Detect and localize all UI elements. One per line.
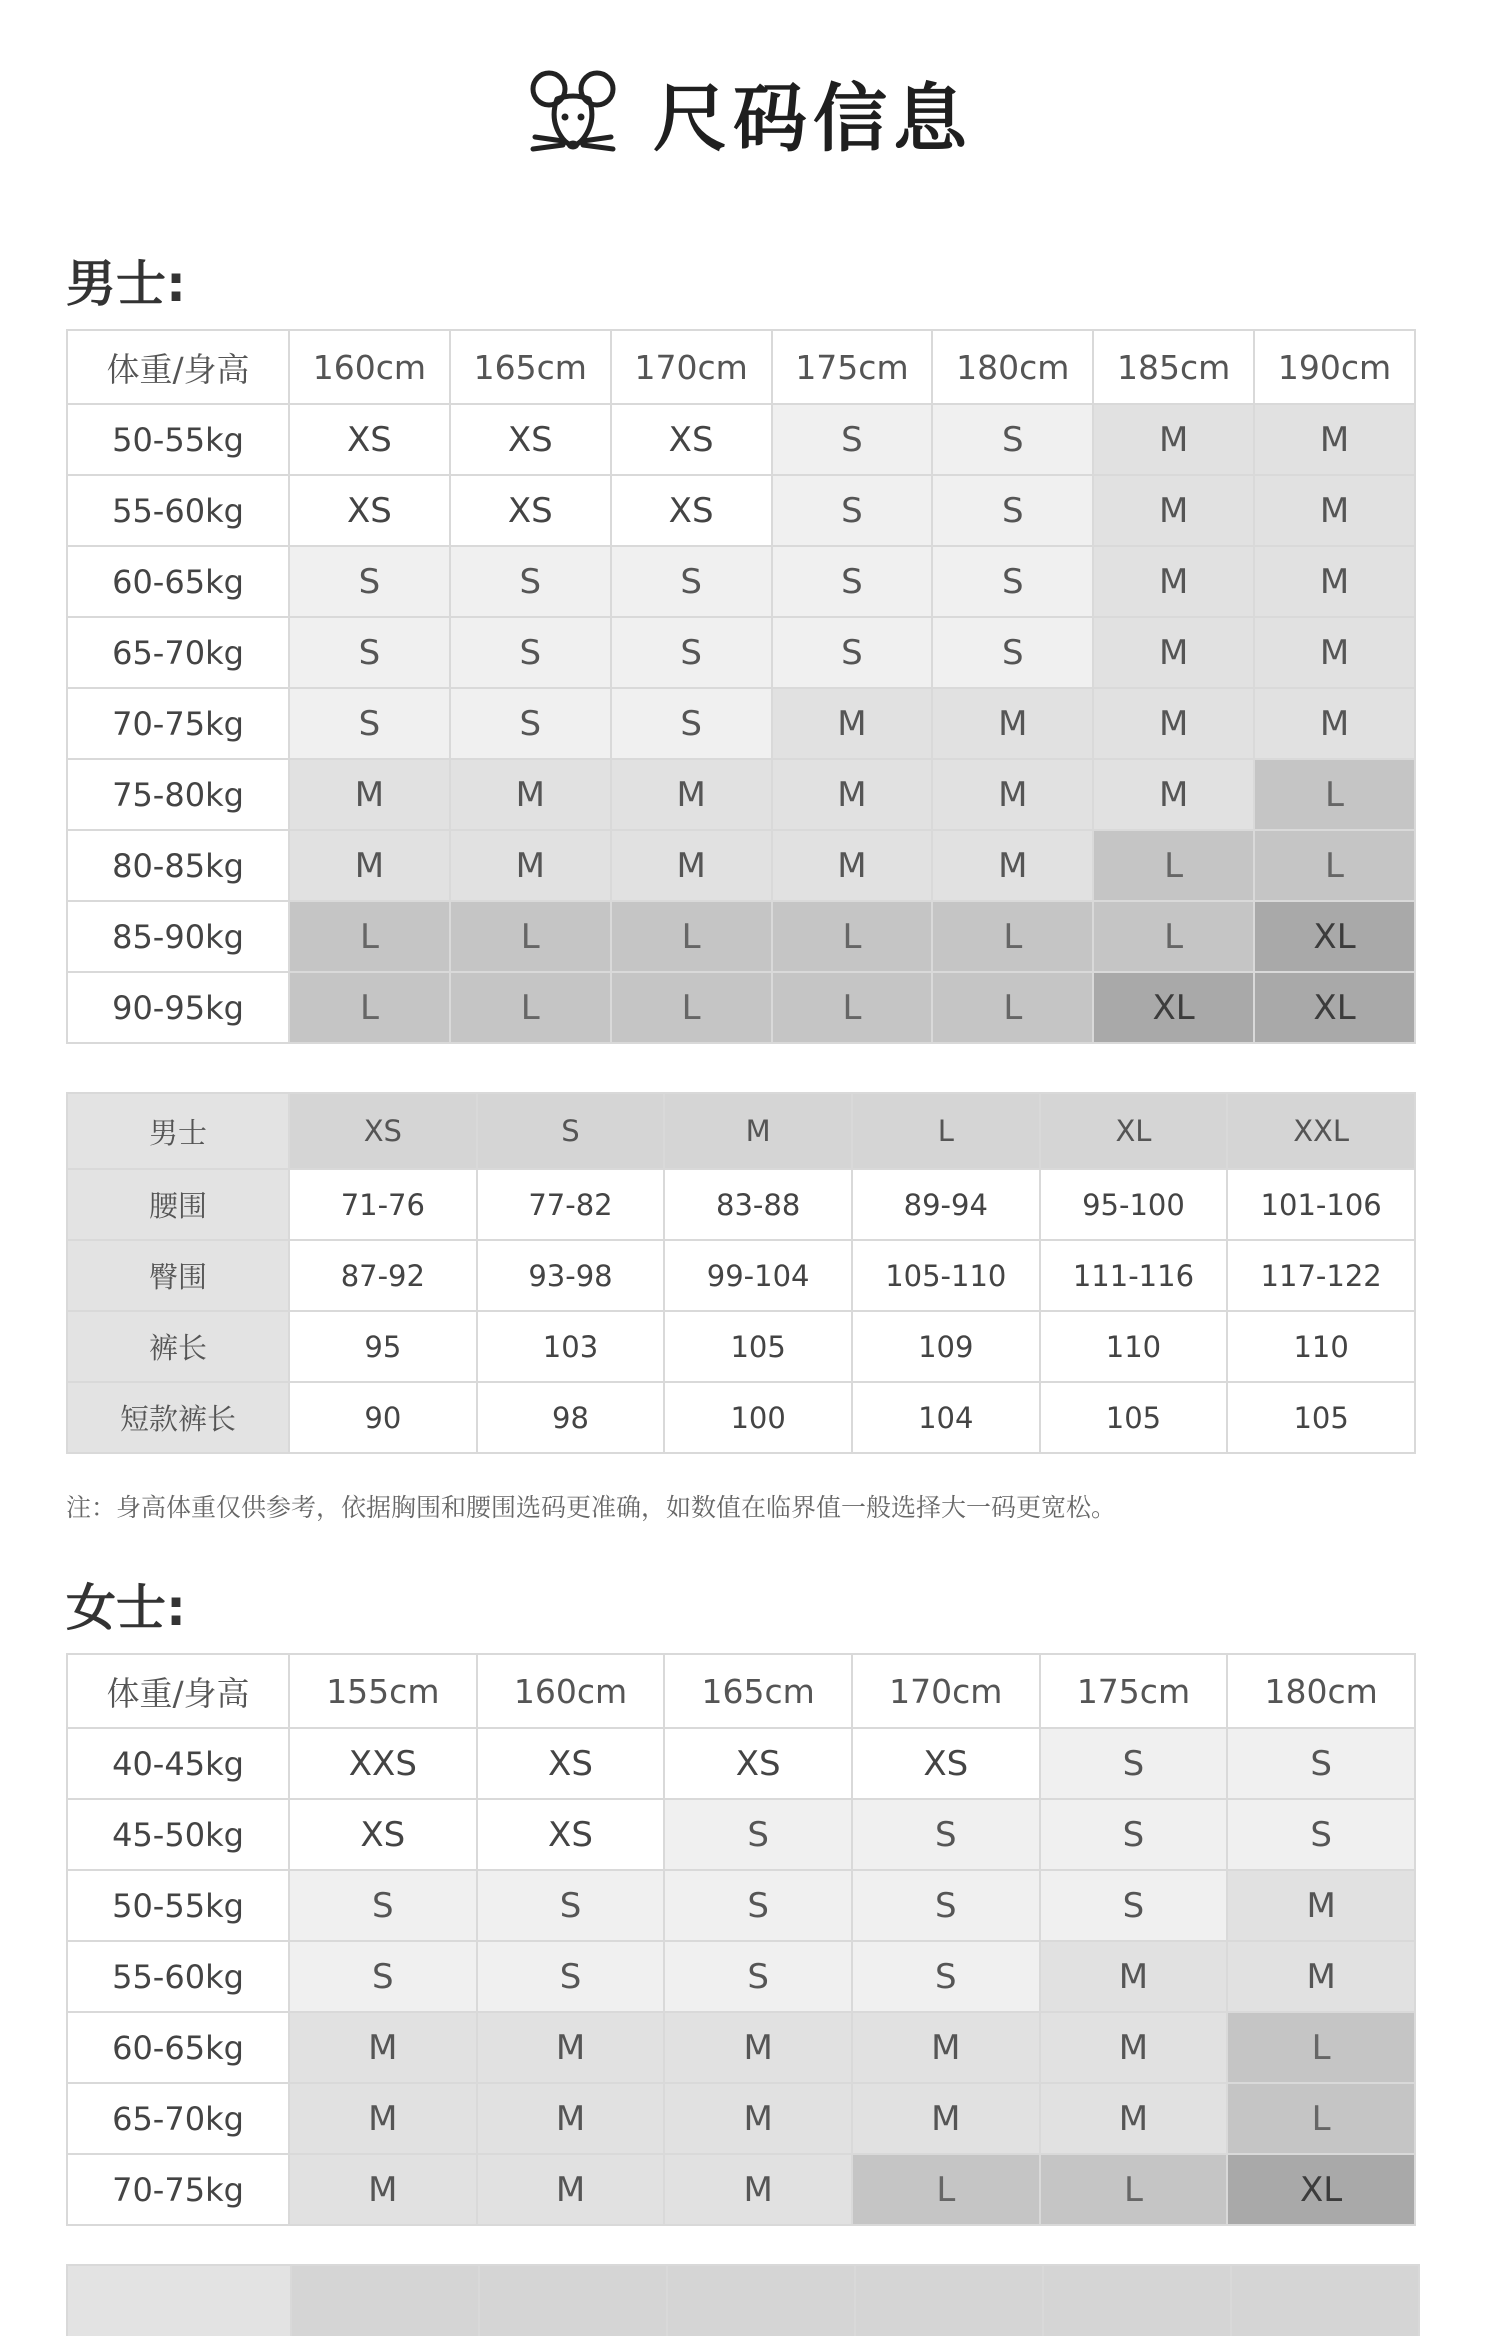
size-cell: M (852, 2012, 1040, 2083)
height-header: 160cm (477, 1654, 665, 1728)
size-cell: S (932, 404, 1093, 475)
weight-label: 50-55kg (67, 404, 289, 475)
size-cell: M (1093, 759, 1254, 830)
table-row (67, 901, 1415, 972)
women-measurement-table-partial (66, 2264, 1420, 2336)
size-cell: M (932, 759, 1093, 830)
weight-label: 50-55kg (67, 1870, 289, 1941)
weight-label: 40-45kg (67, 1728, 289, 1799)
measurement-value: 104 (852, 1382, 1040, 1453)
table-header-cell (1044, 2266, 1232, 2336)
size-cell: S (1040, 1870, 1228, 1941)
table-row (67, 688, 1415, 759)
height-header: 170cm (852, 1654, 1040, 1728)
measurement-value: 87-92 (289, 1240, 477, 1311)
measurement-label: 腰围 (67, 1169, 289, 1240)
size-cell: XS (477, 1728, 665, 1799)
men-section-title: 男士: (66, 255, 186, 313)
size-cell: S (450, 617, 611, 688)
corner-label: 体重/身高 (67, 1654, 289, 1728)
height-header: 165cm (450, 330, 611, 404)
table-row (67, 830, 1415, 901)
size-cell: M (664, 2083, 852, 2154)
size-cell: M (772, 688, 933, 759)
size-header: L (852, 1093, 1040, 1169)
height-header: 160cm (289, 330, 450, 404)
women-section-title: 女士: (66, 1579, 186, 1637)
size-cell: S (664, 1870, 852, 1941)
height-header: 175cm (772, 330, 933, 404)
size-cell: XS (450, 475, 611, 546)
size-cell: L (852, 2154, 1040, 2225)
weight-label: 45-50kg (67, 1799, 289, 1870)
size-cell: S (477, 1870, 665, 1941)
measurement-value: 71-76 (289, 1169, 477, 1240)
weight-label: 75-80kg (67, 759, 289, 830)
table-header-cell (668, 2266, 856, 2336)
size-cell: S (611, 688, 772, 759)
size-cell: XS (289, 1799, 477, 1870)
size-cell: S (664, 1941, 852, 2012)
size-cell: S (852, 1799, 1040, 1870)
table-header-row (67, 330, 1415, 404)
table-row (67, 1728, 1415, 1799)
size-cell: M (1254, 475, 1415, 546)
size-cell: M (289, 2154, 477, 2225)
height-header: 175cm (1040, 1654, 1228, 1728)
size-cell: XS (852, 1728, 1040, 1799)
size-header: S (477, 1093, 665, 1169)
size-cell: XS (477, 1799, 665, 1870)
size-cell: S (289, 617, 450, 688)
size-cell: M (772, 759, 933, 830)
measurement-value: 100 (664, 1382, 852, 1453)
women-size-chart (66, 1653, 1416, 2226)
table-header-row (67, 1093, 1415, 1169)
size-cell: M (932, 830, 1093, 901)
measurement-label: 臀围 (67, 1240, 289, 1311)
size-cell: M (289, 830, 450, 901)
size-cell: L (772, 972, 933, 1043)
size-cell: S (289, 546, 450, 617)
height-header: 180cm (932, 330, 1093, 404)
size-cell: M (772, 830, 933, 901)
size-cell: L (450, 972, 611, 1043)
size-cell: M (1227, 1870, 1415, 1941)
weight-label: 70-75kg (67, 2154, 289, 2225)
size-cell: S (772, 546, 933, 617)
measurement-value: 105 (1040, 1382, 1228, 1453)
size-cell: M (289, 2083, 477, 2154)
weight-label: 55-60kg (67, 475, 289, 546)
size-cell: S (611, 546, 772, 617)
size-cell: XL (1093, 972, 1254, 1043)
size-cell: M (664, 2154, 852, 2225)
table-row (67, 1240, 1415, 1311)
size-cell: M (1254, 688, 1415, 759)
height-header: 185cm (1093, 330, 1254, 404)
size-cell: S (1040, 1799, 1228, 1870)
size-cell: M (852, 2083, 1040, 2154)
table-row (67, 2154, 1415, 2225)
measurement-value: 110 (1040, 1311, 1228, 1382)
measurement-value: 117-122 (1227, 1240, 1415, 1311)
size-cell: M (477, 2154, 665, 2225)
measurement-value: 110 (1227, 1311, 1415, 1382)
table-row (67, 475, 1415, 546)
size-cell: M (1093, 617, 1254, 688)
page-header (0, 60, 1500, 166)
weight-label: 55-60kg (67, 1941, 289, 2012)
size-cell: XL (1227, 2154, 1415, 2225)
size-cell: L (289, 972, 450, 1043)
table-row (67, 617, 1415, 688)
size-cell: L (611, 901, 772, 972)
measurement-value: 98 (477, 1382, 665, 1453)
size-cell: M (289, 2012, 477, 2083)
size-cell: M (1254, 546, 1415, 617)
size-header: XS (289, 1093, 477, 1169)
table-header-cell (68, 2266, 292, 2336)
size-cell: M (664, 2012, 852, 2083)
table-row (67, 2012, 1415, 2083)
size-cell: L (772, 901, 933, 972)
size-cell: M (477, 2083, 665, 2154)
size-cell: M (450, 759, 611, 830)
table-row (67, 1169, 1415, 1240)
table-row (67, 1870, 1415, 1941)
measurement-value: 95-100 (1040, 1169, 1228, 1240)
size-cell: XL (1254, 901, 1415, 972)
height-header: 170cm (611, 330, 772, 404)
weight-label: 85-90kg (67, 901, 289, 972)
size-cell: L (1254, 759, 1415, 830)
size-cell: M (1254, 404, 1415, 475)
size-cell: XS (289, 404, 450, 475)
size-cell: S (932, 475, 1093, 546)
size-cell: S (932, 546, 1093, 617)
table-row (67, 2083, 1415, 2154)
size-cell: M (1093, 404, 1254, 475)
table-row (67, 404, 1415, 475)
size-cell: M (611, 830, 772, 901)
height-header: 180cm (1227, 1654, 1415, 1728)
size-cell: S (611, 617, 772, 688)
measurement-value: 89-94 (852, 1169, 1040, 1240)
size-cell: M (1093, 475, 1254, 546)
measurement-label: 裤长 (67, 1311, 289, 1382)
weight-label: 80-85kg (67, 830, 289, 901)
size-header: M (664, 1093, 852, 1169)
table-header-cell (1232, 2266, 1418, 2336)
size-cell: M (932, 688, 1093, 759)
size-cell: XS (664, 1728, 852, 1799)
size-cell: L (1093, 830, 1254, 901)
measurement-label: 短款裤长 (67, 1382, 289, 1453)
weight-label: 60-65kg (67, 2012, 289, 2083)
measurement-value: 105-110 (852, 1240, 1040, 1311)
size-cell: S (772, 475, 933, 546)
table-header-cell (480, 2266, 668, 2336)
height-header: 190cm (1254, 330, 1415, 404)
measurement-value: 95 (289, 1311, 477, 1382)
size-cell: XL (1254, 972, 1415, 1043)
measurement-value: 109 (852, 1311, 1040, 1382)
size-cell: XS (289, 475, 450, 546)
measurement-value: 83-88 (664, 1169, 852, 1240)
measurement-value: 111-116 (1040, 1240, 1228, 1311)
size-cell: M (1227, 1941, 1415, 2012)
size-cell: M (611, 759, 772, 830)
size-cell: S (1227, 1799, 1415, 1870)
measurement-value: 103 (477, 1311, 665, 1382)
size-cell: M (1040, 2012, 1228, 2083)
size-cell: S (1040, 1728, 1228, 1799)
size-cell: XS (611, 475, 772, 546)
size-cell: M (477, 2012, 665, 2083)
weight-label: 65-70kg (67, 617, 289, 688)
table-row (67, 1799, 1415, 1870)
measurement-value: 90 (289, 1382, 477, 1453)
size-header: XL (1040, 1093, 1228, 1169)
measurement-value: 99-104 (664, 1240, 852, 1311)
size-cell: XS (611, 404, 772, 475)
weight-label: 65-70kg (67, 2083, 289, 2154)
mouse-logo-icon (527, 65, 619, 161)
table-row (67, 546, 1415, 617)
men-measurement-table (66, 1092, 1416, 1454)
measurement-value: 105 (664, 1311, 852, 1382)
measurement-value: 105 (1227, 1382, 1415, 1453)
size-cell: XXS (289, 1728, 477, 1799)
size-cell: S (932, 617, 1093, 688)
table-row (67, 1382, 1415, 1453)
size-cell: XS (450, 404, 611, 475)
measurement-value: 77-82 (477, 1169, 665, 1240)
page-title: 尺码信息 (653, 76, 973, 162)
weight-label: 90-95kg (67, 972, 289, 1043)
size-cell: L (932, 972, 1093, 1043)
corner-label: 男士 (67, 1093, 289, 1169)
table-row (67, 1311, 1415, 1382)
size-cell: L (1227, 2012, 1415, 2083)
size-cell: S (1227, 1728, 1415, 1799)
size-cell: S (664, 1799, 852, 1870)
size-cell: M (1040, 1941, 1228, 2012)
measurement-value: 101-106 (1227, 1169, 1415, 1240)
size-cell: S (477, 1941, 665, 2012)
size-cell: S (450, 546, 611, 617)
size-cell: M (1040, 2083, 1228, 2154)
size-cell: L (932, 901, 1093, 972)
corner-label: 体重/身高 (67, 330, 289, 404)
size-cell: S (772, 617, 933, 688)
height-header: 165cm (664, 1654, 852, 1728)
men-size-chart (66, 329, 1416, 1044)
table-row (67, 759, 1415, 830)
size-cell: M (289, 759, 450, 830)
size-cell: M (1254, 617, 1415, 688)
size-cell: L (1093, 901, 1254, 972)
size-cell: S (450, 688, 611, 759)
size-cell: M (1093, 688, 1254, 759)
size-cell: L (1227, 2083, 1415, 2154)
size-cell: M (450, 830, 611, 901)
measurement-value: 93-98 (477, 1240, 665, 1311)
table-row (67, 972, 1415, 1043)
size-note: 注：身高体重仅供参考，依据胸围和腰围选码更准确，如数值在临界值一般选择大一码更宽松。 (66, 1493, 1117, 1522)
size-cell: M (1093, 546, 1254, 617)
table-header-cell (292, 2266, 480, 2336)
size-cell: L (611, 972, 772, 1043)
size-cell: S (772, 404, 933, 475)
size-cell: L (1254, 830, 1415, 901)
size-cell: L (450, 901, 611, 972)
table-header-cell (856, 2266, 1044, 2336)
weight-label: 60-65kg (67, 546, 289, 617)
size-header: XXL (1227, 1093, 1415, 1169)
table-row (67, 1941, 1415, 2012)
size-cell: S (852, 1941, 1040, 2012)
size-cell: L (289, 901, 450, 972)
size-cell: L (1040, 2154, 1228, 2225)
size-cell: S (289, 1870, 477, 1941)
weight-label: 70-75kg (67, 688, 289, 759)
size-cell: S (289, 1941, 477, 2012)
height-header: 155cm (289, 1654, 477, 1728)
table-header-row (67, 1654, 1415, 1728)
size-cell: S (852, 1870, 1040, 1941)
size-cell: S (289, 688, 450, 759)
